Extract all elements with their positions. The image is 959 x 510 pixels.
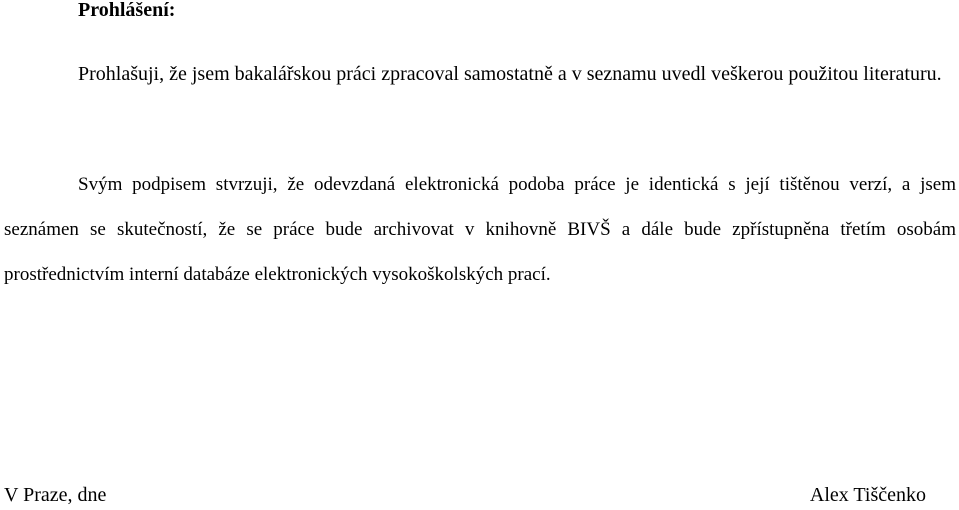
declaration-heading: Prohlášení: [78,0,176,21]
author-name: Alex Tiščenko [809,484,926,506]
declaration-paragraph-consent: Svým podpisem stvrzuji, že odevzdaná elektronická podoba práce je identická s její tištěnou verzí, a jsem seznámen se skutečností, že se práce bude archivovat v knihovně BIVŠ a dále bude zpřístupněna třetím osobám prostřednictvím interní databáze elektronických vysokoškolských prací. [4,174,956,285]
place-date-line: V Praze, dne [4,484,107,506]
declaration-paragraph-authorship: Prohlašuji, že jsem bakalářskou práci zpracoval samostatně a v seznamu uvedl veškerou použitou literaturu. [78,63,942,85]
